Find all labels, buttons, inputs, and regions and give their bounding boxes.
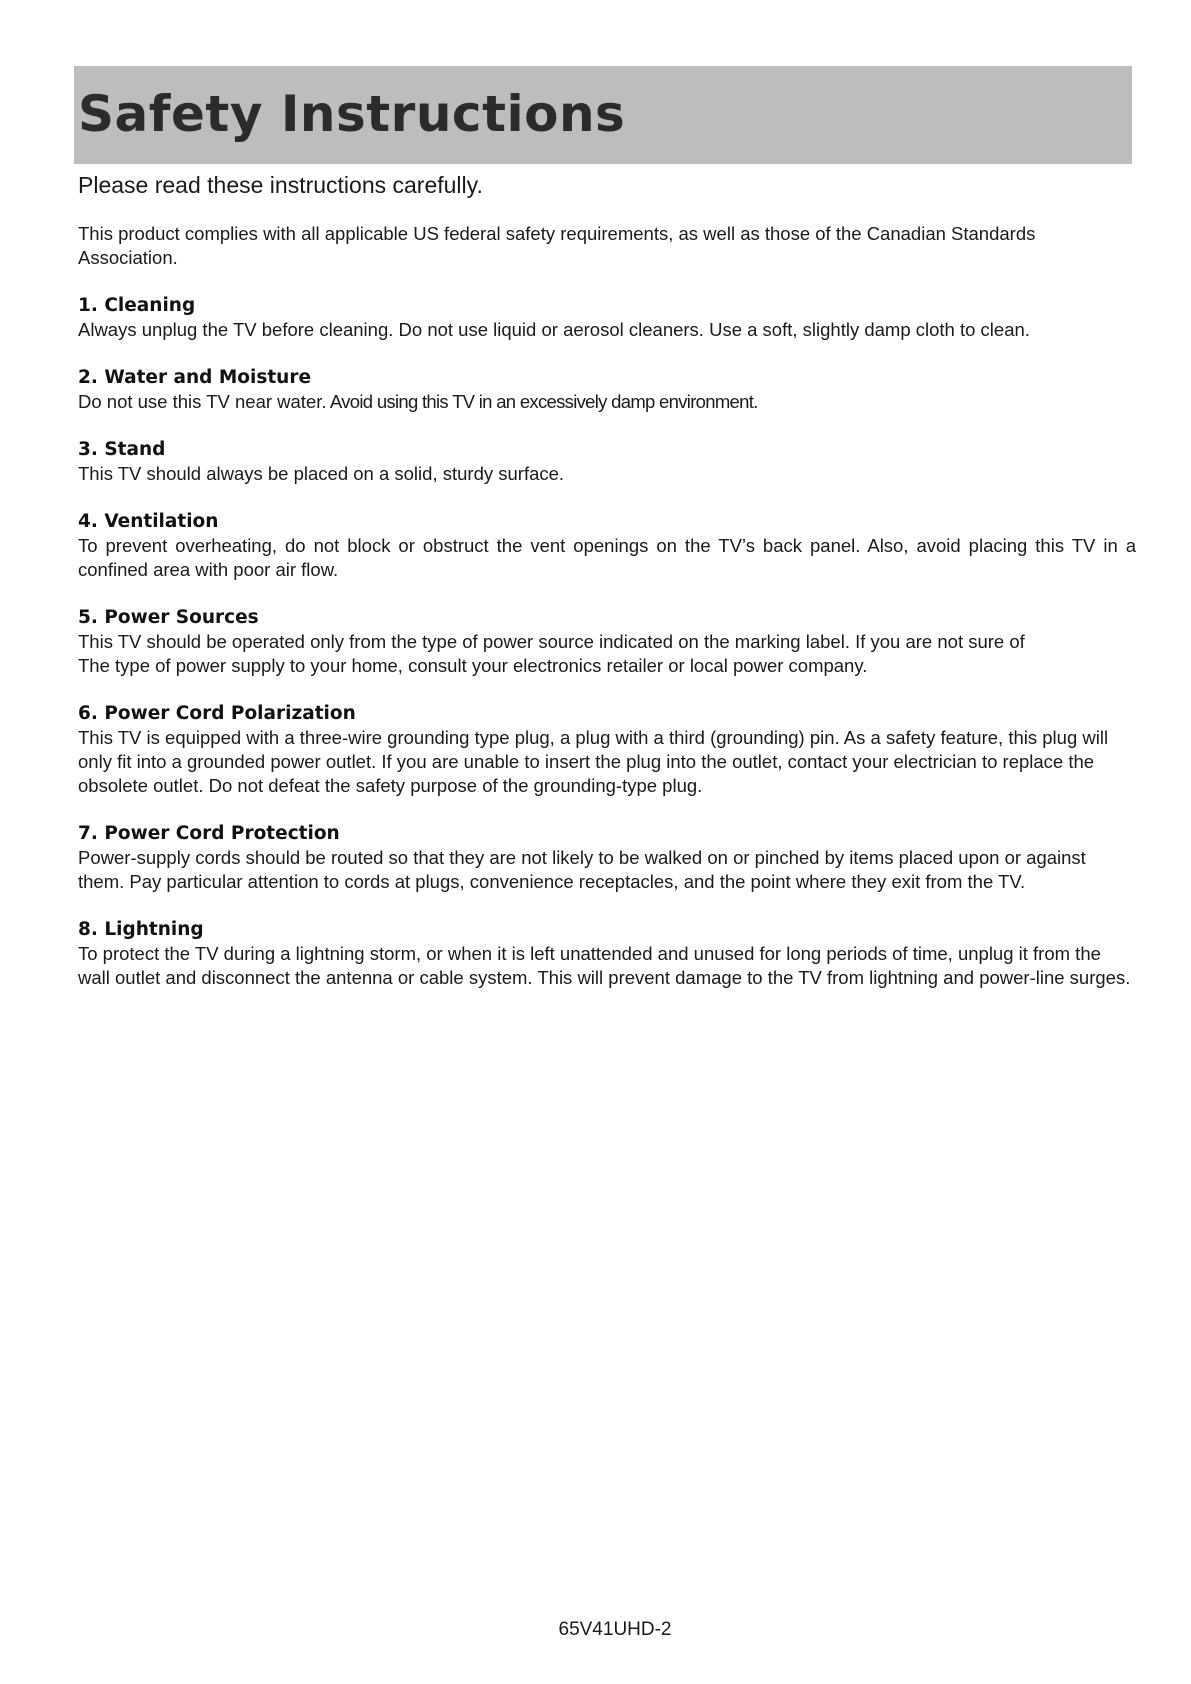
section-body: Power-supply cords should be routed so that they are not likely to be walked on or pinched by items placed upon or against them. Pay particular attention to cords at plugs, convenience receptacles, and the point where they exit from the TV. [78,847,1086,892]
section-heading: 6. Power Cord Polarization [78,703,356,724]
subtitle: Please read these instructions carefully. [78,172,483,198]
section-body [78,390,1136,414]
section-heading: 2. Water and Moisture [78,367,312,388]
section-body-line: The type of power supply to your home, consult your electronics retailer or local power company. [78,655,868,676]
section-body-line: This TV should be operated only from the type of power source indicated on the marking label. If you are not sure of [78,631,1025,652]
section-cleaning [78,294,1136,342]
section-stand [78,438,1136,486]
section-heading: 5. Power Sources [78,607,259,628]
section-body: This TV should always be placed on a solid, sturdy surface. [78,463,565,484]
section-body-part: Do not use this TV near water. [78,391,327,412]
section-power-sources [78,606,1136,678]
section-body: To protect the TV during a lightning storm, or when it is left unattended and unused for long periods of time, unplug it from the wall outlet and disconnect the antenna or cable system. This will prevent damage to the TV from lightning and power-line surges. [78,943,1131,988]
section-heading: 8. Lightning [78,919,204,940]
intro-paragraph: This product complies with all applicable US federal safety requirements, as well as those of the Canadian Standards Association. [78,223,1036,268]
section-body: This TV is equipped with a three-wire grounding type plug, a plug with a third (grounding) pin. As a safety feature, this plug will only fit into a grounded power outlet. If you are unable to insert the plug into the outlet, contact your electrician to replace the obsolete outlet. Do not defeat the safety purpose of the grounding-type plug. [78,727,1109,796]
section-body-part: Avoid using this TV in an excessively damp environment. [326,391,758,412]
section-power-cord-protection [78,822,1136,894]
section-lightning [78,918,1136,990]
section-heading: 1. Cleaning [78,295,196,316]
section-ventilation [78,510,1136,582]
section-water-moisture [78,366,1136,414]
section-heading: 4. Ventilation [78,511,219,532]
page-title: Safety Instructions [78,85,626,143]
section-heading: 7. Power Cord Protection [78,823,340,844]
section-body: Always unplug the TV before cleaning. Do not use liquid or aerosol cleaners. Use a soft, slightly damp cloth to clean. [78,319,1030,340]
section-body: To prevent overheating, do not block or obstruct the vent openings on the TV’s back panel. Also, avoid placing this TV in a confined area with poor air flow. [78,535,1136,580]
section-power-cord-polarization [78,702,1136,798]
page-footer: 65V41UHD-2 [558,1619,672,1640]
title-bar [74,66,1132,164]
section-heading: 3. Stand [78,439,166,460]
instructions-content [78,222,1136,1014]
